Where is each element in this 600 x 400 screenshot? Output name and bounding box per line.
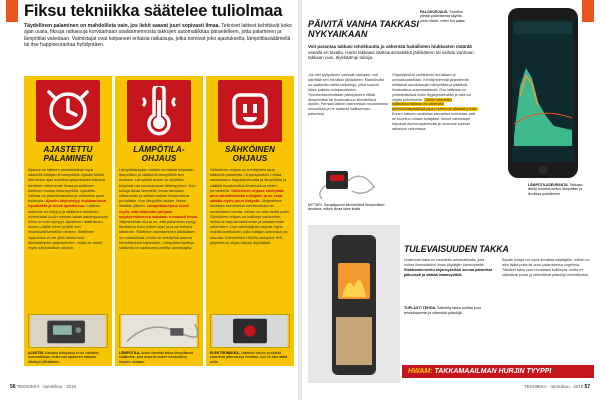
corner-tab [6,0,18,22]
highlighted-text: Oikein toteutettu säätöautomatiikka voi vähentää pienhiukkaspäästöjä jopa puoleen ja säästää puuta. [392,97,477,112]
right-page [302,0,594,400]
thermometer-device-photo [312,165,378,201]
column-caption: ELEKTRONIIKKA. Laitteisto valvoo ja säätää palamista jatkuvasti ja ilmoittaa, kun on aika lisätä puita. [210,351,288,364]
photo-caption: MITTARI. Savupiippuun kiinnitettävä lämpömittari ilmoittaa, milloin ilmaa tulee lisätä. [308,203,385,212]
feature-column-timer [24,76,112,366]
clock-icon [36,80,100,142]
column-heading: LÄMPÖTILA- OHJAUS [133,145,185,163]
column-body: Ajastus on laitteen yksinkertaisin tapa säädellä tulisijan ilmansyöttöä. Ajastin tietää, että tietyn ajan kuluttua syttymisestä tulipesä tarvitsee vähemmän ilmaa ja säätimen kaktinen nostaa ilmansyöttöä. Ajastettu hallinta on yksinkertaisinta ja vähentää puun kulutusta. Ajastin käynnistyy sisäänantoon lepotilasta ja toimii ajastimena. Laitteen asennus on helppo ja säätimen edullinen; esimerkiksi kodin vanhan takan sahanpuruvan hinta on noin kymppi. Ajastimen laitat takan luukun päälle kiinni ja jätät sen ilmansyöttöventtiilin viereen. Säätimen lopputulos ei ole yhtä tarkka kuin älykkäämpien järjestelmien, mutta se toimii myös sähkökatkon aikana. [28,167,108,251]
section-lead: Voit parantaa takkasi tehokkuutta ja vähentää haitallisten hiukkasten määrää usealla eri tavalla. Hanki takkaasi säätöautomatiikka jälkikäteen tai vaihda vanhaan takkaan uusi, älykkäämpi tulisija. [308,44,474,61]
column-heading: SÄHKÖINEN OHJAUS [224,145,276,163]
column-heading: AJASTETTU PALAMINEN [43,145,93,163]
feature-column-temperature [115,76,203,366]
section-title: TULEVAISUUDEN TAKKA [404,244,509,254]
app-caption: LÄMPÖTILASEURANTA. Takkaan liitetty sovellus kertoo lämpötilan ja ilmoittaa puhelimeen. [528,183,583,196]
body-column: Uusimmat takat on varustettu automatiikalla, joka hoitaa ilmansäädön ilman käyttäjän toimenpiteitä. Sisäänrakennettu ohjausyksikkö seuraa palamista jatkuvasti ja säätää ilmansyöttöä. [404,258,493,277]
body-column: Ohjausyksiköt vaihtelevat hinnaltaan ja ominaisuuksiltaan. Kehittyneimmät järjestelmät mittaavat savukaasujen lämpötilaa ja säätävät ilmaluukkua automaattisesti. Osa laitteista on yhdistettävissä kodin älyjärjestelmään ja niitä voi ohjata puhelimella. Oikein toteutettu säätöautomatiikka voi vähentää pienhiukkaspäästöjä jopa puoleen ja säästää puuta. Ennen laitteen hankintaa kannattaa varmistaa, että se soveltuu omaan tulisijaasi. Monet valmistajat tarjoavat asennuspalveluita ja neuvovat sopivan ratkaisun valinnassa. [392,73,477,131]
stove-photo [308,225,400,383]
page-title: Fiksu tekniikka säätelee tuliolmaa [24,2,283,20]
lead-text: Tekniset laitteet kehittävät koko ajan uusia, fiksuja ratkaisuja korvaamaan saalaamennosta takkojen automatiikkaa parantelleen, jotta palaminen ja lämpötilat valvotaan. Valmistajat ovat kelpaneet erilaisia ratkaisuja, jotka toimivat joko ajastuksella, lämpötilasäätimellä tai itse happiseurantaa hyödyntäen. [24,23,292,48]
body-column: Jos olet tyytyväinen vanhaan takkaasi, voit päivittää sen tekniikan jälkikäteen. Markkinoilla on saatavilla useita ratkaisuja, jotka sopivat lähes kaikkiin tulisijamalleihin. Yksinkertaisimmillaan päivitykseen riittää lämpömittari tai ilmaluukkuun kiinnitettävä ajastin. Parhaat laitteet asennetaan muutamassa minuutissa ja ne auttavat hallitsemaan palamista. [308,73,388,117]
lead-paragraph [24,23,292,48]
sensor-probe-photo [119,314,199,348]
column-caption: LÄMPÖTILA. Anturi lähettää tietoa lämpötilasta säätimelle, joka avaa tai sulkee ilmaluukkua tarpeen mukaan. [119,351,193,364]
section-title: PÄIVITÄ VANHA TAKKASI NYKYAIKAAN [308,19,419,39]
outlet-icon [218,80,282,142]
app-caption: PALOKORJAUS. Sovellus piirtää palamisesta käyrän, josta näkee, miten tuli palaa. [420,10,466,23]
column-body: Lämpötilaohjattu säädin tunnistaa tulipesän lämpötilan ja säätää ilmansyöttöä sen mukaan. Lämpötila-anturi on sijoitettu tulipesän tai savukanavan läheisyyteen. Kun tulisija alkaa lämmetä, ilmaa tarvitaan vähemmän ja säädin sulkee ilmaluukkua portaittain. Kun lämpötila laskee, ilmaa lisätään jälleen. Lämpötilaohjaus toimii myös, että tulipesän pohjaan sytytysvaiheessa saadaan runsaasti ilmaa. Järjestelmän etuna on, että palaminen pysyy tasaisena koko poltan ajan ja puun kulutus vähenee. Säätimen asentaminen jälkikäteen on mahdollista, mutta se edellyttää anturin kiinnittämistä tulipesään. Lämpötilaohjattuja säätimiä on saatavana useilta valmistajilta. [119,167,199,251]
column-caption: AJASTIN. Kaikissa tulisijoissa ei ole valmiiksi automatiikkaa, mutta saa ajastimen takkaan kävelyyn jälkikäteen. [28,351,99,364]
feature-columns [24,76,294,366]
brand-banner: HWAM: TAKKAMAAILMAN HURJIN TYYPPI [402,365,594,378]
smartphone-app-photo [480,6,590,194]
photo-caption: TUPLASTI TEHOA. Säädetty takka polttaa puut tehokkaammin ja vähentää päästöjä. [404,306,481,315]
left-page [6,0,298,400]
timer-device-photo [28,314,108,348]
body-column: Älykäs tulisija voi myös ilmoittaa käyttäjälle, milloin on aika lisätä puita tai onko palamisessa ongelmia. Tällaiset takat ovat hinnaltaan kalliimpia, mutta ne säästävät puuta ja vähentävät päästöjä merkittävästi. [502,258,590,277]
page-folio-right: TEKNIIKKA · tammikuu · 2019 57 [523,384,590,390]
page-folio-left: 56 TEKNIIKKA · tammikuu · 2019 [10,384,76,390]
lead-bold: Täydellinen palaminen on mahdollista vain, jos liekit saavat juuri sopivasti ilmaa. [24,23,220,29]
column-body: Sähköinen ohjaus on kehittynein tapa säädellä palamista. Ohjausyksikkö mittaa savukaasun happipitoisuutta ja lämpötilaa ja säätää moottoroitua ilmaluukkua niiden perusteella. Sähköinen ohjaus edellyttää aina sähköliitäntää tulisijalle ja se osaa säätää myös puun lisäystä. Järjestelmä ilmoittaa esimerkiksi merkkivalolla tai sovelluksen kautta, milloin on aika lisätä puita. Sähköinen ohjaus on kalliimpi vaihtoehto, mutta se tarjoaa tarkimman ja tasaisimman palamisen. Osa valmistajista tarjoaa myös mobiilisovelluksen, jolla tulisijan toimintaa voi seurata. Esimerkiksi HWAM-Autopilot IHS-järjestelmä ohjaa takkaa älykkäästi. [210,167,290,245]
control-unit-photo [210,314,290,348]
feature-column-electronic [206,76,294,366]
thermometer-icon [127,80,191,142]
